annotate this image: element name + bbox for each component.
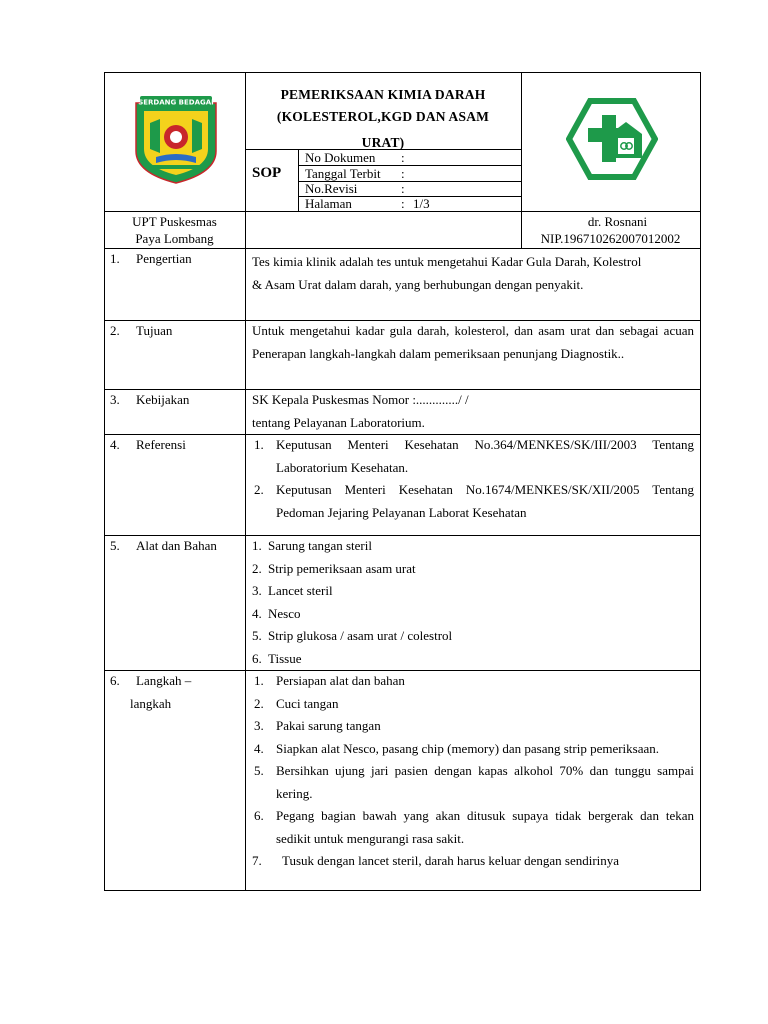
kebijakan-line-1: SK Kepala Puskesmas Nomor :............./ /	[252, 392, 469, 407]
doc-field-value: 1/3	[413, 196, 430, 211]
title-line-3: URAT)	[361, 135, 405, 150]
section-content-tujuan: Untuk mengetahui kadar gula darah, kolesterol, dan asam urat dan sebagai acuan Penerapan langkah-langkah dalam pemeriksaan penunjang Diagnostik..	[252, 323, 694, 361]
doc-field-label: Halaman	[305, 196, 352, 211]
doc-field-no-revisi	[305, 181, 515, 196]
sop-label: SOP	[252, 165, 282, 181]
section-label: Alat dan Bahan	[136, 538, 217, 553]
doc-field-sep: :	[401, 166, 405, 181]
section-number: 3.	[110, 392, 120, 407]
section-label-tujuan	[110, 320, 172, 343]
document-title	[245, 84, 521, 154]
section-label-line-1: Langkah –	[136, 673, 192, 688]
list-item-text: Strip pemeriksaan asam urat	[268, 560, 416, 576]
section-label-kebijakan	[110, 389, 189, 412]
section-number: 5.	[110, 538, 120, 553]
list-item: 5. Strip glukosa / asam urat / colestrol	[252, 628, 453, 643]
list-item-text: Nesco	[268, 605, 301, 621]
list-item-text: Keputusan Menteri Kesehatan No.364/MENKES/SK/III/2003 Tentang Laboratorium Kesehatan.	[276, 437, 694, 475]
doc-field-label: Tanggal Terbit	[305, 166, 381, 181]
section-label-pengertian	[110, 248, 192, 271]
section-number: 1.	[110, 251, 120, 266]
doc-field-tanggal-terbit	[305, 166, 515, 181]
section-label-alat-dan-bahan	[110, 535, 217, 558]
section-label-line-2: langkah	[130, 695, 172, 711]
signer-name: dr. Rosnani	[587, 214, 648, 229]
doc-field-halaman	[305, 196, 515, 211]
list-item-text: Siapkan alat Nesco, pasang chip (memory) dan pasang strip pemeriksaan.	[276, 740, 660, 756]
langkah-list	[246, 670, 694, 873]
doc-field-sep: :	[401, 196, 405, 211]
list-item: 4. Siapkan alat Nesco, pasang chip (memory) dan pasang strip pemeriksaan.	[254, 740, 660, 756]
referensi-list	[246, 434, 694, 524]
list-item-text: Lancet steril	[268, 583, 333, 598]
list-item-text: Pegang bagian bawah yang akan ditusuk supaya tidak bergerak dan tekan sedikit untuk mengurangi rasa sakit.	[276, 808, 694, 846]
title-line-1: PEMERIKSAAN KIMIA DARAH	[280, 87, 486, 102]
list-item-text: Pakai sarung tangan	[276, 718, 381, 733]
list-item: 1. Persiapan alat dan bahan	[254, 673, 405, 688]
list-item-text: Cuci tangan	[276, 695, 339, 711]
section-label-langkah	[110, 670, 191, 715]
list-item: 4. Nesco	[252, 605, 301, 621]
doc-field-label: No Dokumen	[305, 150, 376, 165]
section-number: 4.	[110, 437, 120, 452]
list-item-text: Sarung tangan steril	[268, 538, 372, 553]
list-item-text: Tissue	[268, 650, 302, 666]
serdang-bedagai-logo	[130, 93, 222, 185]
doc-field-no-dokumen	[305, 150, 515, 165]
list-item: 2. Strip pemeriksaan asam urat	[252, 560, 416, 576]
list-item-text: Strip glukosa / asam urat / colestrol	[268, 628, 453, 643]
list-item-text: Tusuk dengan lancet steril, darah harus keluar dengan sendirinya	[282, 853, 620, 868]
title-line-2: (KOLESTEROL,KGD DAN ASAM	[276, 109, 490, 124]
section-label: Referensi	[136, 437, 186, 452]
section-label-referensi	[110, 434, 186, 457]
section-content-kebijakan	[252, 389, 694, 434]
section-content-pengertian: Tes kimia klinik adalah tes untuk mengetahui Kadar Gula Darah, Kolestrol & Asam Urat dalam darah, yang berhubungan dengan penyakit.	[252, 254, 642, 292]
alat-bahan-list	[246, 535, 694, 670]
list-item-text: Keputusan Menteri Kesehatan No.1674/MENKES/SK/XII/2005 Tentang Pedoman Jejaring Pelayanan Laborat Kesehatan	[276, 482, 694, 520]
list-item: 7. Tusuk dengan lancet steril, darah harus keluar dengan sendirinya	[252, 853, 620, 868]
list-item: 1. Sarung tangan steril	[252, 538, 372, 553]
signer-block	[521, 211, 700, 247]
list-item: 2. Keputusan Menteri Kesehatan No.1674/MENKES/SK/XII/2005 Tentang Pedoman Jejaring Pelayanan Laborat Kesehatan	[254, 482, 694, 520]
list-item: 6. Tissue	[252, 650, 302, 666]
logo-banner-text: SERDANG BEDAGAI	[138, 98, 214, 107]
list-item: 1. Keputusan Menteri Kesehatan No.364/MENKES/SK/III/2003 Tentang Laboratorium Kesehatan.	[254, 437, 694, 475]
signer-nip: NIP.196710262007012002	[540, 231, 681, 246]
puskesmas-logo	[566, 98, 658, 180]
list-item-text: Bersihkan ujung jari pasien dengan kapas alkohol 70% dan tunggu sampai kering.	[276, 763, 694, 801]
section-label: Kebijakan	[136, 392, 190, 407]
section-label: Pengertian	[136, 251, 192, 266]
org-line-2: Paya Lombang	[135, 231, 214, 246]
doc-field-sep: :	[401, 181, 405, 196]
doc-field-sep: :	[401, 150, 405, 165]
list-item: 6. Pegang bagian bawah yang akan ditusuk supaya tidak bergerak dan tekan sedikit untuk mengurangi rasa sakit.	[254, 808, 694, 846]
org-name	[104, 211, 245, 247]
section-label: Tujuan	[136, 323, 173, 338]
section-number: 6.	[110, 673, 120, 688]
list-item: 3. Pakai sarung tangan	[254, 718, 381, 733]
doc-field-label: No.Revisi	[305, 181, 358, 196]
list-item: 5. Bersihkan ujung jari pasien dengan kapas alkohol 70% dan tunggu sampai kering.	[254, 763, 694, 801]
list-item: 2. Cuci tangan	[254, 695, 339, 711]
list-item-text: Persiapan alat dan bahan	[276, 673, 405, 688]
kebijakan-line-2: tentang Pelayanan Laboratorium.	[252, 414, 425, 430]
section-number: 2.	[110, 323, 120, 338]
org-line-1: UPT Puskesmas	[132, 214, 217, 229]
list-item: 3. Lancet steril	[252, 583, 333, 598]
